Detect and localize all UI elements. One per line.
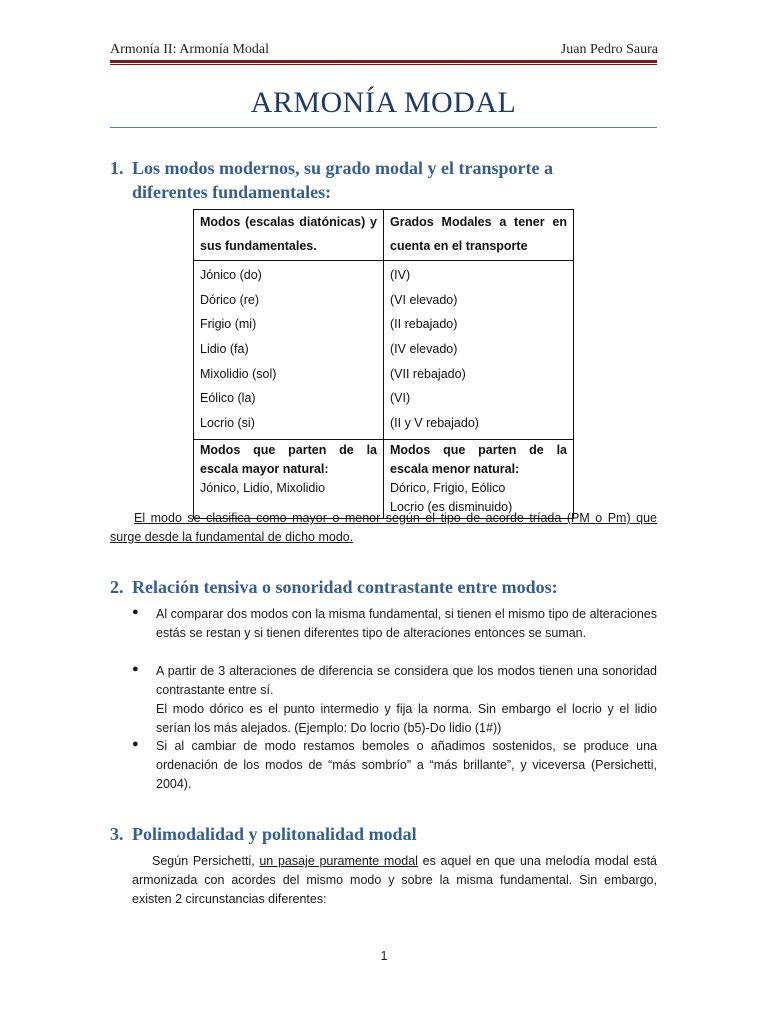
table-header-modes: Modos (escalas diatónicas) y sus fundamentales. bbox=[194, 210, 384, 261]
table-body-row bbox=[194, 261, 574, 440]
degree-item: (IV) bbox=[390, 268, 411, 282]
running-header-title: Armonía II: Armonía Modal bbox=[110, 42, 270, 57]
paragraph-suffix: es aquel en que una melodía modal está armonizada con acordes del mismo modo y sobre la misma fundamental. Sin embargo, existen 2 circunstancias diferentes: bbox=[132, 854, 658, 906]
section-3-paragraph bbox=[132, 852, 657, 909]
degree-item: (II y V rebajado) bbox=[390, 416, 479, 431]
section-1-number: 1. bbox=[110, 158, 124, 178]
section-1-heading bbox=[0, 156, 768, 204]
running-header-author: Juan Pedro Saura bbox=[560, 42, 658, 57]
major-modes-cell bbox=[194, 439, 384, 518]
section-2-number: 2. bbox=[110, 577, 124, 597]
mode-item: Mixolidio (sol) bbox=[200, 366, 277, 381]
mode-item: Jónico (do) bbox=[200, 268, 262, 282]
mode-item: Eólico (la) bbox=[200, 391, 256, 406]
degree-item: (VI) bbox=[390, 391, 411, 406]
degree-item: (II rebajado) bbox=[390, 317, 458, 332]
major-modes-list: Jónico, Lidio, Mixolidio bbox=[200, 480, 326, 495]
bullet-item-1: Al comparar dos modos con la misma fundamental, si tienen el mismo tipo de alteraciones estás se restan y si tienen diferentes tipo de alteraciones entonces se suman. bbox=[156, 607, 657, 640]
paragraph-underlined-term: un pasaje puramente modal bbox=[259, 854, 418, 868]
degree-item: (IV elevado) bbox=[390, 342, 458, 357]
section-3-heading bbox=[0, 822, 768, 846]
mode-item: Frigio (mi) bbox=[200, 317, 257, 332]
page-number: 1 bbox=[380, 949, 388, 963]
section-2-heading bbox=[0, 575, 768, 599]
degree-item: (VI elevado) bbox=[390, 292, 458, 307]
bullet-item-2: A partir de 3 alteraciones de diferencia se considera que los modos tienen una sonoridad contrastante entre sí. bbox=[156, 664, 657, 697]
table-header-row bbox=[194, 210, 574, 261]
section-1-title: Los modos modernos, su grado modal y el transporte a diferentes fundamentales: bbox=[132, 158, 554, 202]
paragraph-prefix: Según Persichetti, bbox=[152, 854, 260, 868]
degree-item: (VII rebajado) bbox=[390, 366, 466, 381]
header-rule-thin bbox=[110, 64, 657, 65]
degrees-list-cell bbox=[384, 261, 574, 440]
minor-modes-list-2: Locrio (es disminuido) bbox=[390, 499, 513, 514]
major-modes-title: Modos que parten de la escala mayor natural: bbox=[200, 442, 377, 476]
modes-list-cell bbox=[194, 261, 384, 440]
bullet-icon: ● bbox=[132, 663, 139, 675]
document-title: ARMONÍA MODAL bbox=[250, 86, 517, 119]
bullet-item-2-continuation: El modo dórico es el punto intermedio y fija la norma. Sin embargo el locrio y el lidio serían los más alejados. (Ejemplo: Do locrio (b5)-Do lidio (1#)) bbox=[156, 702, 657, 735]
bullet-item-3: Si al cambiar de modo restamos bemoles o añadimos sostenidos, se produce una ordenación de los modos de “más sombrío” a “más brillante”, y viceversa (Persichetti, 2004). bbox=[156, 739, 657, 791]
minor-modes-cell bbox=[384, 439, 574, 518]
section-3-number: 3. bbox=[110, 824, 124, 844]
modes-table bbox=[193, 209, 574, 519]
header-rule bbox=[110, 60, 657, 63]
bullet-icon: ● bbox=[132, 738, 139, 750]
table-header-degrees: Grados Modales a tener en cuenta en el transporte bbox=[384, 210, 574, 261]
minor-modes-title: Modos que parten de la escala menor natural: bbox=[390, 442, 567, 476]
mode-item: Lidio (fa) bbox=[200, 342, 249, 357]
minor-modes-list-1: Dórico, Frigio, Eólico bbox=[390, 480, 506, 495]
table-footer-row bbox=[194, 439, 574, 518]
title-underline bbox=[110, 127, 657, 128]
mode-classification-note: El modo se clasifica como mayor o menor según el tipo de acorde tríada (PM o Pm) que surge desde la fundamental de dicho modo. bbox=[110, 511, 657, 544]
mode-item: Dórico (re) bbox=[200, 292, 260, 307]
mode-item: Locrio (si) bbox=[200, 416, 255, 431]
section-3-title: Polimodalidad y politonalidad modal bbox=[132, 824, 417, 844]
bullet-icon: ● bbox=[132, 606, 139, 618]
section-2-title: Relación tensiva o sonoridad contrastante entre modos: bbox=[132, 577, 558, 597]
